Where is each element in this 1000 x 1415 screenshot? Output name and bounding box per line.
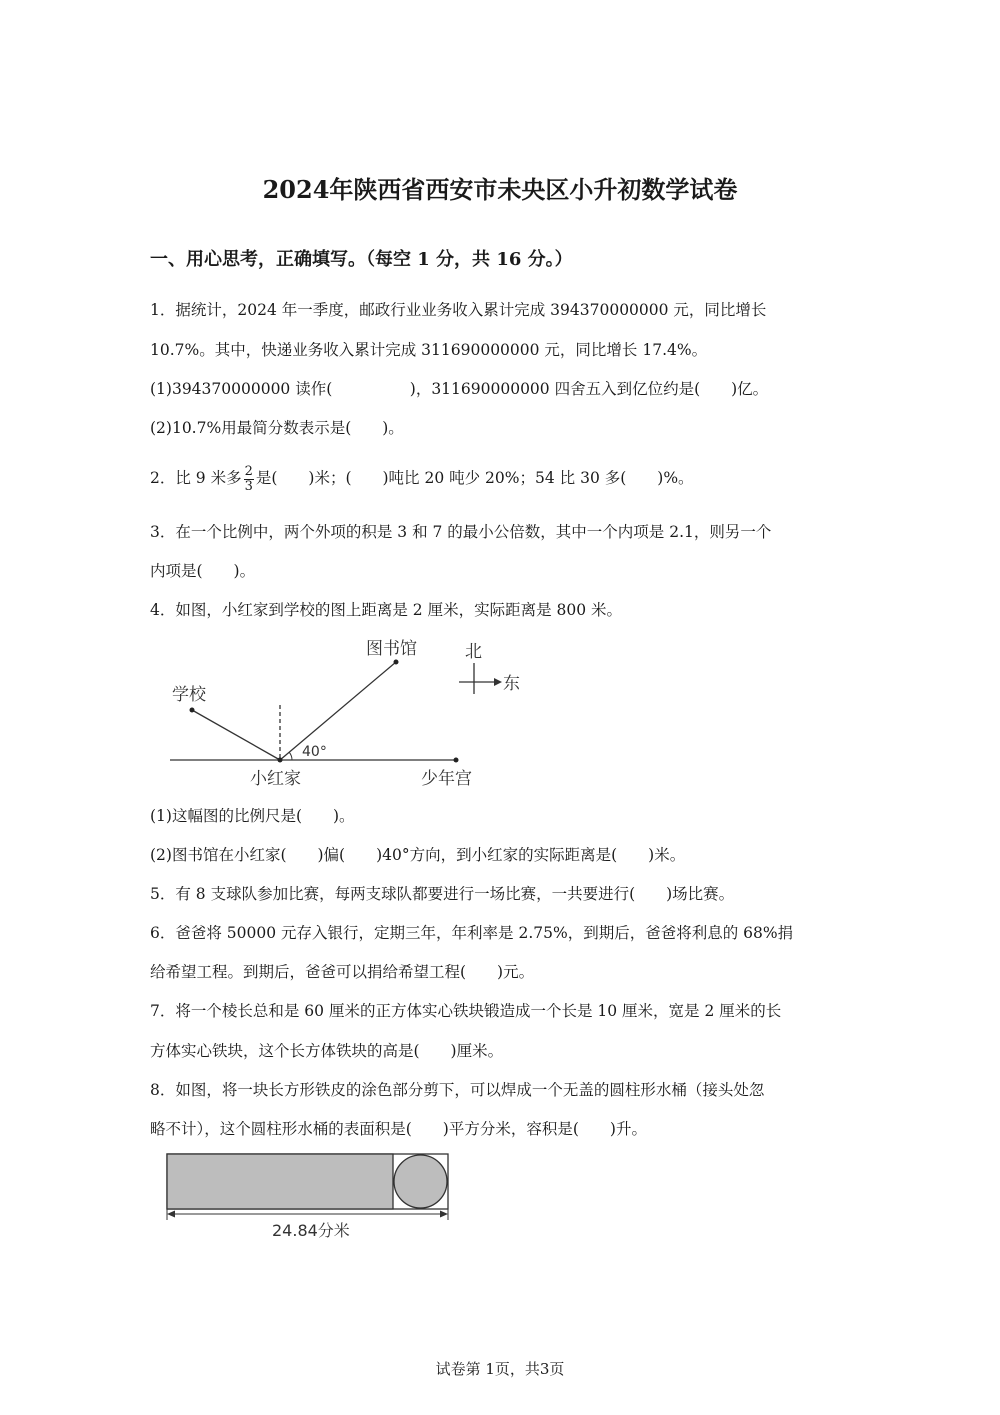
compass-east-arrow <box>494 678 502 686</box>
q2-frac-denominator: 3 <box>244 478 253 494</box>
dim-arrow-left <box>167 1211 175 1218</box>
q1-line1: 1．据统计，2024 年一季度，邮政行业业务收入累计完成 394370000000 元，同比增长 <box>150 301 767 319</box>
exam-title: 2024年陕西省西安市未央区小升初数学试卷 <box>262 175 738 204</box>
q2-before: 2．比 9 米多 <box>150 469 242 487</box>
q2-frac-numerator: 2 <box>244 463 253 479</box>
label-east: 东 <box>503 674 520 694</box>
q6-line2: 给希望工程。到期后，爸爸可以捐给希望工程( )元。 <box>150 963 535 981</box>
label-palace: 少年宫 <box>421 769 472 789</box>
q1-sub2: (2)10.7%用最简分数表示是( )。 <box>150 419 404 437</box>
q7-line2: 方体实心铁块，这个长方体铁块的高是( )厘米。 <box>150 1042 504 1060</box>
q7-line1: 7．将一个棱长总和是 60 厘米的正方体实心铁块锻造成一个长是 10 厘米，宽是 2 厘米的长 <box>150 1002 782 1020</box>
library-line <box>280 662 396 760</box>
label-north: 北 <box>465 642 482 662</box>
school-line <box>192 710 280 760</box>
section-heading-1: 一、用心思考，正确填写。（每空 1 分，共 16 分。） <box>150 249 573 270</box>
q4-map-figure <box>160 630 540 795</box>
q8-sheet-figure <box>160 1150 460 1250</box>
school-point <box>190 708 195 713</box>
dimension-label: 24.84分米 <box>272 1221 350 1240</box>
q1-sub1: (1)394370000000 读作( )，311690000000 四舍五入到亿位约是( )亿。 <box>150 380 769 398</box>
q8-line1: 8．如图，将一块长方形铁皮的涂色部分剪下，可以焊成一个无盖的圆柱形水桶（接头处忽 <box>150 1081 765 1099</box>
label-angle: 40° <box>302 744 327 760</box>
q1-line2: 10.7%。其中，快递业务收入累计完成 311690000000 元，同比增长 17.4%。 <box>150 341 708 359</box>
q4-sub1: (1)这幅图的比例尺是( )。 <box>150 807 355 825</box>
q8-line2: 略不计），这个圆柱形水桶的表面积是( )平方分米，容积是( )升。 <box>150 1120 647 1138</box>
dim-arrow-right <box>440 1211 448 1218</box>
label-home: 小红家 <box>250 769 301 789</box>
q5-line1: 5．有 8 支球队参加比赛，每两支球队都要进行一场比赛，一共要进行( )场比赛。 <box>150 885 735 903</box>
q2-fraction <box>244 465 254 494</box>
q3-line2: 内项是( )。 <box>150 562 256 580</box>
shaded-circle <box>394 1155 447 1208</box>
q3-line1: 3．在一个比例中，两个外项的积是 3 和 7 的最小公倍数，其中一个内项是 2.1，则另一个 <box>150 523 772 541</box>
label-library: 图书馆 <box>366 639 417 659</box>
page-footer: 试卷第 1页，共3页 <box>435 1360 565 1378</box>
library-point <box>394 660 399 665</box>
q4-line1: 4．如图，小红家到学校的图上距离是 2 厘米，实际距离是 800 米。 <box>150 601 623 619</box>
q4-sub2: (2)图书馆在小红家( )偏( )40°方向，到小红家的实际距离是( )米。 <box>150 846 686 864</box>
q2-line <box>150 456 694 500</box>
q2-after: 是( )米；( )吨比 20 吨少 20%；54 比 30 多( )%。 <box>255 469 694 487</box>
home-point <box>278 758 283 763</box>
palace-point <box>454 758 459 763</box>
q6-line1: 6．爸爸将 50000 元存入银行，定期三年，年利率是 2.75%，到期后，爸爸将利息的 68%捐 <box>150 924 794 942</box>
shaded-rectangle <box>167 1154 393 1209</box>
label-school: 学校 <box>172 685 206 705</box>
angle-arc <box>289 752 292 760</box>
